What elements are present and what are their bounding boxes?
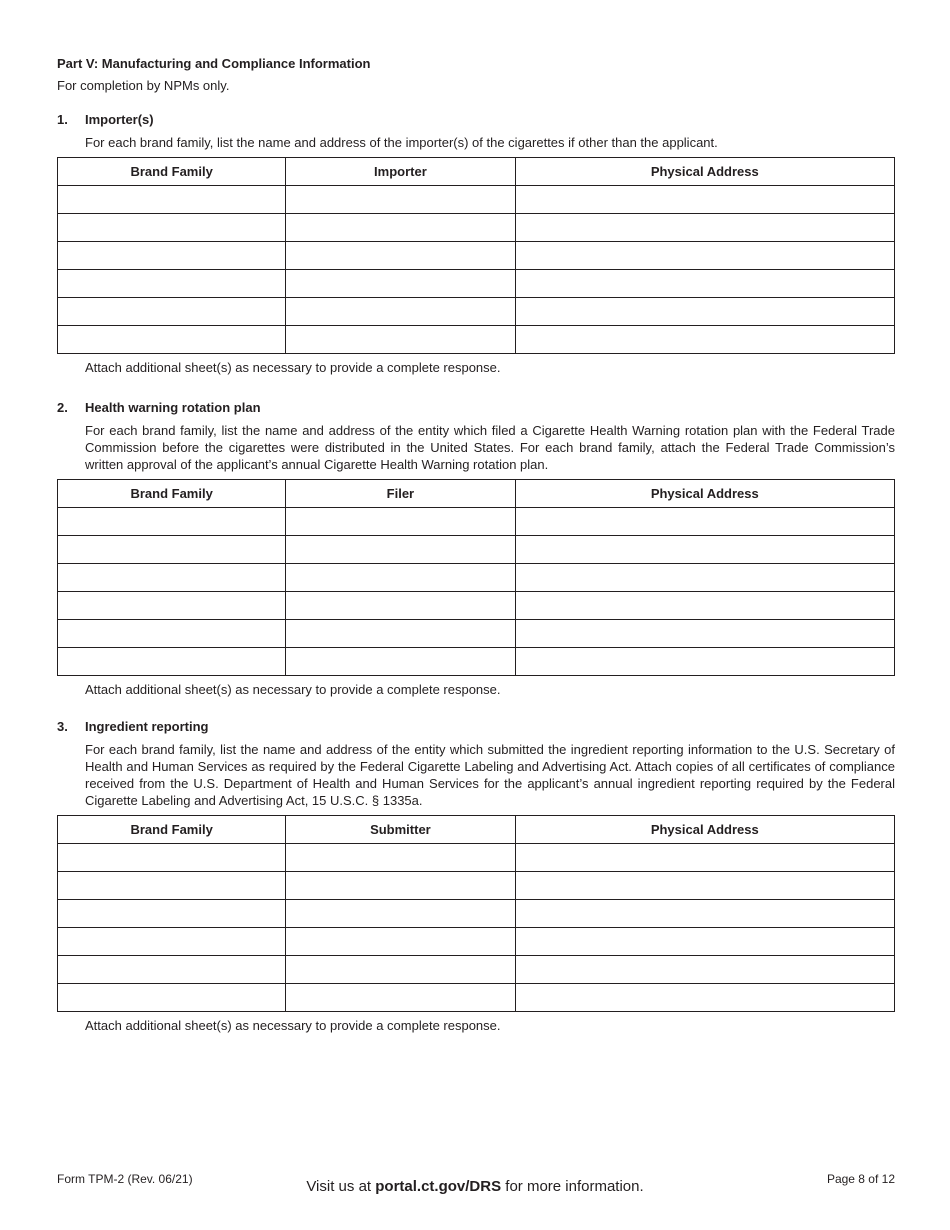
table-row (58, 872, 895, 900)
importer-cell[interactable] (286, 298, 515, 326)
visit-suffix: for more information. (501, 1178, 644, 1195)
section-title: Health warning rotation plan (85, 400, 261, 415)
physical-address-cell[interactable] (515, 928, 894, 956)
column-header-physical-address: Physical Address (515, 158, 894, 186)
section-heading (57, 399, 895, 417)
column-header-brand-family: Brand Family (58, 158, 286, 186)
section-title: Importer(s) (85, 112, 154, 127)
brand-family-cell[interactable] (58, 270, 286, 298)
table-row (58, 242, 895, 270)
form-id: Form TPM-2 (Rev. 06/21) (57, 1172, 193, 1186)
brand-family-cell[interactable] (58, 214, 286, 242)
brand-family-cell[interactable] (58, 592, 286, 620)
footer-visit-text (0, 1178, 950, 1195)
filer-cell[interactable] (286, 592, 515, 620)
submitter-cell[interactable] (286, 900, 515, 928)
brand-family-cell[interactable] (58, 956, 286, 984)
section-description: For each brand family, list the name and address of the entity which submitted the ingredient reporting information to the U.S. Secretary of Health and Human Services as required by the Federal Cigarette Labeling and Advertising Act. Attach copies of all certificates of compliance received from the U.S. Department of Health and Human Services for the applicant’s annual ingredient reporting required by the Federal Cigarette Labeling and Advertising Act, 15 U.S.C. § 1335a. (85, 742, 895, 808)
importers-table (57, 157, 895, 354)
table-row (58, 536, 895, 564)
column-header-physical-address: Physical Address (515, 480, 894, 508)
physical-address-cell[interactable] (515, 984, 894, 1012)
physical-address-cell[interactable] (515, 508, 894, 536)
table-row (58, 270, 895, 298)
attach-note: Attach additional sheet(s) as necessary to provide a complete response. (85, 682, 501, 697)
importer-cell[interactable] (286, 214, 515, 242)
table-row (58, 186, 895, 214)
column-header-submitter: Submitter (286, 816, 515, 844)
brand-family-cell[interactable] (58, 326, 286, 354)
section-importers (57, 111, 895, 376)
submitter-cell[interactable] (286, 928, 515, 956)
brand-family-cell[interactable] (58, 900, 286, 928)
attach-note: Attach additional sheet(s) as necessary to provide a complete response. (85, 1018, 501, 1033)
table-header-row (58, 158, 895, 186)
table-row (58, 620, 895, 648)
section-health-warning (57, 399, 895, 698)
brand-family-cell[interactable] (58, 620, 286, 648)
section-number: 1. (57, 112, 68, 127)
brand-family-cell[interactable] (58, 242, 286, 270)
filer-cell[interactable] (286, 620, 515, 648)
table-row (58, 564, 895, 592)
section-number: 3. (57, 719, 68, 734)
portal-link[interactable]: portal.ct.gov/DRS (375, 1178, 502, 1195)
visit-prefix: Visit us at (306, 1178, 376, 1195)
brand-family-cell[interactable] (58, 298, 286, 326)
filer-cell[interactable] (286, 648, 515, 676)
column-header-brand-family: Brand Family (58, 816, 286, 844)
submitter-cell[interactable] (286, 844, 515, 872)
section-description: For each brand family, list the name and address of the importer(s) of the cigarettes if other than the applicant. (85, 135, 718, 150)
brand-family-cell[interactable] (58, 984, 286, 1012)
physical-address-cell[interactable] (515, 620, 894, 648)
importer-cell[interactable] (286, 326, 515, 354)
brand-family-cell[interactable] (58, 648, 286, 676)
column-header-filer: Filer (286, 480, 515, 508)
brand-family-cell[interactable] (58, 536, 286, 564)
brand-family-cell[interactable] (58, 844, 286, 872)
physical-address-cell[interactable] (515, 564, 894, 592)
submitters-table (57, 815, 895, 1012)
brand-family-cell[interactable] (58, 928, 286, 956)
table-header-row (58, 480, 895, 508)
table-row (58, 900, 895, 928)
physical-address-cell[interactable] (515, 326, 894, 354)
physical-address-cell[interactable] (515, 214, 894, 242)
table-row (58, 956, 895, 984)
table-row (58, 928, 895, 956)
table-row (58, 648, 895, 676)
brand-family-cell[interactable] (58, 872, 286, 900)
physical-address-cell[interactable] (515, 270, 894, 298)
table-row (58, 984, 895, 1012)
physical-address-cell[interactable] (515, 872, 894, 900)
part-title: Part V: Manufacturing and Compliance Information (57, 56, 371, 71)
filer-cell[interactable] (286, 536, 515, 564)
physical-address-cell[interactable] (515, 242, 894, 270)
brand-family-cell[interactable] (58, 508, 286, 536)
column-header-importer: Importer (286, 158, 515, 186)
brand-family-cell[interactable] (58, 186, 286, 214)
importer-cell[interactable] (286, 242, 515, 270)
physical-address-cell[interactable] (515, 956, 894, 984)
column-header-physical-address: Physical Address (515, 816, 894, 844)
physical-address-cell[interactable] (515, 844, 894, 872)
table-row (58, 592, 895, 620)
section-description: For each brand family, list the name and address of the entity which filed a Cigarette Health Warning rotation plan with the Federal Trade Commission before the cigarettes were distributed in the United States. For each brand family, attach the Federal Trade Commission’s written approval of the applicant’s annual Cigarette Health Warning rotation plan. (85, 423, 895, 472)
section-heading (57, 718, 895, 736)
submitter-cell[interactable] (286, 956, 515, 984)
section-heading (57, 111, 895, 129)
form-page (57, 0, 895, 1230)
table-header-row (58, 816, 895, 844)
filer-cell[interactable] (286, 508, 515, 536)
submitter-cell[interactable] (286, 984, 515, 1012)
physical-address-cell[interactable] (515, 592, 894, 620)
physical-address-cell[interactable] (515, 536, 894, 564)
table-row (58, 508, 895, 536)
filer-cell[interactable] (286, 564, 515, 592)
importer-cell[interactable] (286, 270, 515, 298)
physical-address-cell[interactable] (515, 298, 894, 326)
table-row (58, 298, 895, 326)
attach-note: Attach additional sheet(s) as necessary to provide a complete response. (85, 360, 501, 375)
importer-cell[interactable] (286, 186, 515, 214)
table-row (58, 844, 895, 872)
table-row (58, 326, 895, 354)
brand-family-cell[interactable] (58, 564, 286, 592)
physical-address-cell[interactable] (515, 900, 894, 928)
section-ingredient-reporting (57, 718, 895, 1034)
physical-address-cell[interactable] (515, 186, 894, 214)
submitter-cell[interactable] (286, 872, 515, 900)
section-number: 2. (57, 400, 68, 415)
filers-table (57, 479, 895, 676)
column-header-brand-family: Brand Family (58, 480, 286, 508)
physical-address-cell[interactable] (515, 648, 894, 676)
table-row (58, 214, 895, 242)
part-subtitle: For completion by NPMs only. (57, 78, 230, 93)
section-title: Ingredient reporting (85, 719, 209, 734)
page-number: Page 8 of 12 (826, 1172, 895, 1186)
